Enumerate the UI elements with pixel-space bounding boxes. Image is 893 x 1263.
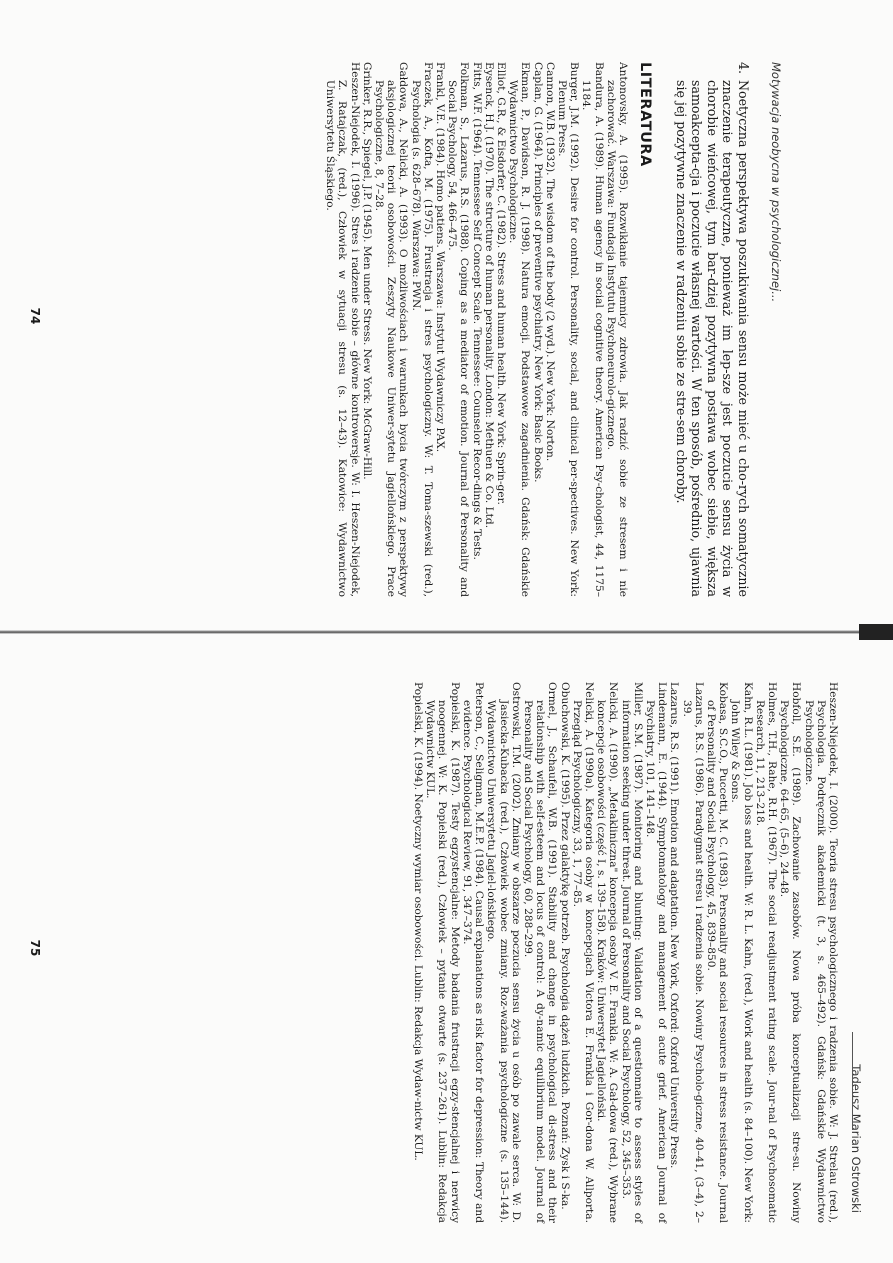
reference-entry: Lazarus, R.S. (1986). Paradygmat stresu i radzenia sobie. Nowiny Psycholo-giczne, 40–41, (3–4), 2–39. xyxy=(680,682,705,1223)
reference-entry: Holmes, T.H., Rahe, R.H. (1967). The social readjustment rating scale. Jour-nal of Psychosomatic Research, 11, 213–218. xyxy=(753,682,778,1223)
reference-entry: Gałdowa, A., Nelicki, A. (1993). O możliwościach i warunkach bycia twórczym z perspektywy aksjologicznej teorii osobowości. Zeszyty Naukowe Uniwer-sytetu Jagiellońskiego. Prace Psychologiczne, 8, 7–28. xyxy=(372,62,410,597)
right-page xyxy=(0,632,893,1263)
reference-entry: Nelicki, A. (1990a). Kategoria osoby w koncepcjach Victora E. Frankla i Gor-dona W. Allporta. Przegląd Psychologiczny, 33, 1, 77–85. xyxy=(570,682,595,1223)
reference-entry: Popielski, K. (1987). Testy egzystencjalne: Metody badania frustracji egzy-stencjalnej i nerwicy noogennej. W: K. Popielski (red.), Człowiek – pytanie otwarte (s. 237–261). Lublin: Redakcja Wydawnictw KUL. xyxy=(424,682,461,1223)
reference-entry: Miller, S.M. (1987). Monitoring and blunting: Validation of a questionnaire to assess styles of information seeking under threat. Journal of Personality and Social Psychology, 52, 345–353. xyxy=(619,682,644,1223)
reference-entry: Ormel, J., Schaufeli, W.B. (1991). Stability and change in psychological di-stress and their relationship with self-esteem and locus of control: A dy-namic equilibrium model. Journal of Personality and Social Psychology, 60, 288–299. xyxy=(521,682,559,1223)
section-title: LITERATURA xyxy=(637,62,654,167)
reference-entry: Popielski, K. (1994). Noetyczny wymiar osobowości. Lublin: Redakcja Wydaw-nictw KUL. xyxy=(412,682,425,1161)
header-rule xyxy=(852,1032,853,1130)
reference-entry: Eysenck, H.J. (1970). The structure of human personality. London: Methuen & Co. Ltd. xyxy=(482,62,495,529)
reference-entry: Cannon, W.B. (1932). The wisdom of the body (2 wyd.). New York: Norton. xyxy=(543,62,556,462)
running-head-author: Tadeusz Marian Ostrowski xyxy=(849,1064,863,1213)
reference-entry: Antonovsky, A. (1995). Rozwikłanie tajemnicy zdrowia. Jak radzić sobie ze stresem i nie zachorować. Warszawa: Fundacja Instytutu Psychoneurolo-gicznego. xyxy=(604,62,630,597)
reference-entry: Burger, J.M. (1992). Desire for control. Personality, social, and clinical per-spectives. New York: Plenum Press. xyxy=(556,62,581,597)
page-number-left: 74 xyxy=(28,307,42,325)
running-head: Motywacja neobycna w psychologicznej... xyxy=(769,62,783,303)
reference-entry: Fitts, W.F. (1964). Tennessee Self Concept Scale. Tennessee: Counselor Recor-dings & Tests. xyxy=(470,62,483,560)
reference-entry: Elliot, G.R., & Eisdorfer, C. (1982). Stress and human health. New York: Sprin-ger. xyxy=(495,62,507,505)
reference-list xyxy=(412,682,839,1223)
reference-entry: Bandura, A. (1989). Human agency in social cognitive theory. American Psy-chologist, 44, 1175–1184. xyxy=(580,62,605,597)
reference-entry: Folkman, S., Lazarus, R.S. (1988). Coping as a mediator of emotion. Journal of Personality and Social Psychology, 54, 466–475. xyxy=(446,62,471,597)
reference-list xyxy=(324,62,629,597)
reference-entry: Peterson, C., Seligman, M.E.P. (1984). Causal explanations as risk factor for depression: Theory and evidence. Psychological Review, 91, 347–374. xyxy=(460,682,486,1223)
reference-entry: Hobfoll, S.E. (1989). Zachowanie zasobów. Nowa próba konceptualizacji stre-su. Nowiny Psychologiczne, 64–65, (5–6), 24–48. xyxy=(778,682,803,1223)
point-text: Noetyczna perspektywa poszukiwania sensu może mieć u cho-rych somatycznie znaczenie terapeutyczne, ponieważ im lep-sze jest poczucie sensu życia w chorobie wieńcowej, tym bar-dziej pozytywna postawa wobec siebie, większa samoakcepta-cja i poczucie własnej wartości. W ten sposób, pośrednio, ujawnia się jej pozytywne znaczenie w radzeniu sobie ze stre-sem choroby. xyxy=(673,80,751,597)
reference-entry: Frankl, V.E. (1984). Homo patiens. Warszawa: Instytut Wydawniczy PAX. xyxy=(433,62,446,453)
reference-entry: Ostrowski, T.M. (2002). Zmiany w obszarze poczucia sensu życia u osób po zawale serca. W: D. Jasiecka-Kubacka (red.), Człowiek wobec zmiany. Roz-ważania psychologiczne (s. 135–144). Wydawnictwo Uniwersytetu Jagiel-lońskiego. xyxy=(485,682,522,1223)
reference-entry: Grinker, R.R., Spiegel, J.P. (1945). Men under Stress. New York: McGraw-Hill. xyxy=(360,62,373,480)
reference-entry: Lazarus, R.S. (1991). Emotion and adaptation. New York, Oxford: Oxford University Press. xyxy=(668,682,681,1169)
page-number-right: 75 xyxy=(28,939,42,957)
reference-entry: Lindemann, E. (1944). Symptomatology and management of acute grief. American Journal of Psychiatry, 101, 141–148. xyxy=(643,682,669,1223)
point-number: 4. xyxy=(736,62,751,75)
reference-entry: Kobasa, S.C.O., Puccetti, M. C. (1983). Personality and social resources in stress resistance. Journal of Personality and Social Psychology, 45, 839–850. xyxy=(704,682,730,1223)
reference-entry: Caplan, G. (1964). Principles of preventive psychiatry. New York: Basic Books. xyxy=(531,62,544,483)
reference-entry: Nelicki, A. (1990). „Metakliniczna" koncepcja osoby V. E. Frankla. W: A. Gał-dowa (red.), Wybrane koncepcje osobowości (część I, s. 139–158). Kraków: Uniwersytet Jagielloński. xyxy=(595,682,620,1223)
reference-entry: Fraczek, A., Kofta, M. (1975). Frustracja i stres psychologiczny. W: T. Toma-szewski (red.), Psychologia (s. 628–678). Warszawa: PWN. xyxy=(409,62,434,597)
reference-entry: Obuchowski, K. (1995). Przez galaktykę potrzeb. Psychologia dążeń ludzkich. Poznań: Zysk i S-ka. xyxy=(558,682,571,1210)
reference-entry: Heszen-Niejodek, I. (2000). Teoria stresu psychologicznego i radzenia sobie. W: J. Strelau (red.), Psychologia. Podręcznik akademicki (t. 3, s. 465–492). Gdańsk: Gdańskie Wydawnictwo Psychologiczne. xyxy=(802,682,839,1223)
reference-entry: Kahn, R.L. (1981). Job loss and health. W: R. L. Kahn, (red.), Work and health (s. 84–100). New York: John Wiley & Sons. xyxy=(729,682,754,1223)
reference-entry: Ekman, P., Davidson, R. J. (1998). Natura emocji. Podstawowe zagadnienia. Gdańsk: Gdańskie Wydawnictwo Psychologiczne. xyxy=(507,62,532,597)
reference-entry: Heszen-Niejodek, I. (1996). Stres i radzenie sobie – główne kontrowersje. W: I. Heszen-Niejodek, Z. Ratajczak, (red.), Człowiek w sytuacji stresu (s. 12–43). Katowice: Wydawnictwo Uniwersytetu Śląskiego. xyxy=(324,62,361,597)
conclusion-point xyxy=(673,62,751,597)
